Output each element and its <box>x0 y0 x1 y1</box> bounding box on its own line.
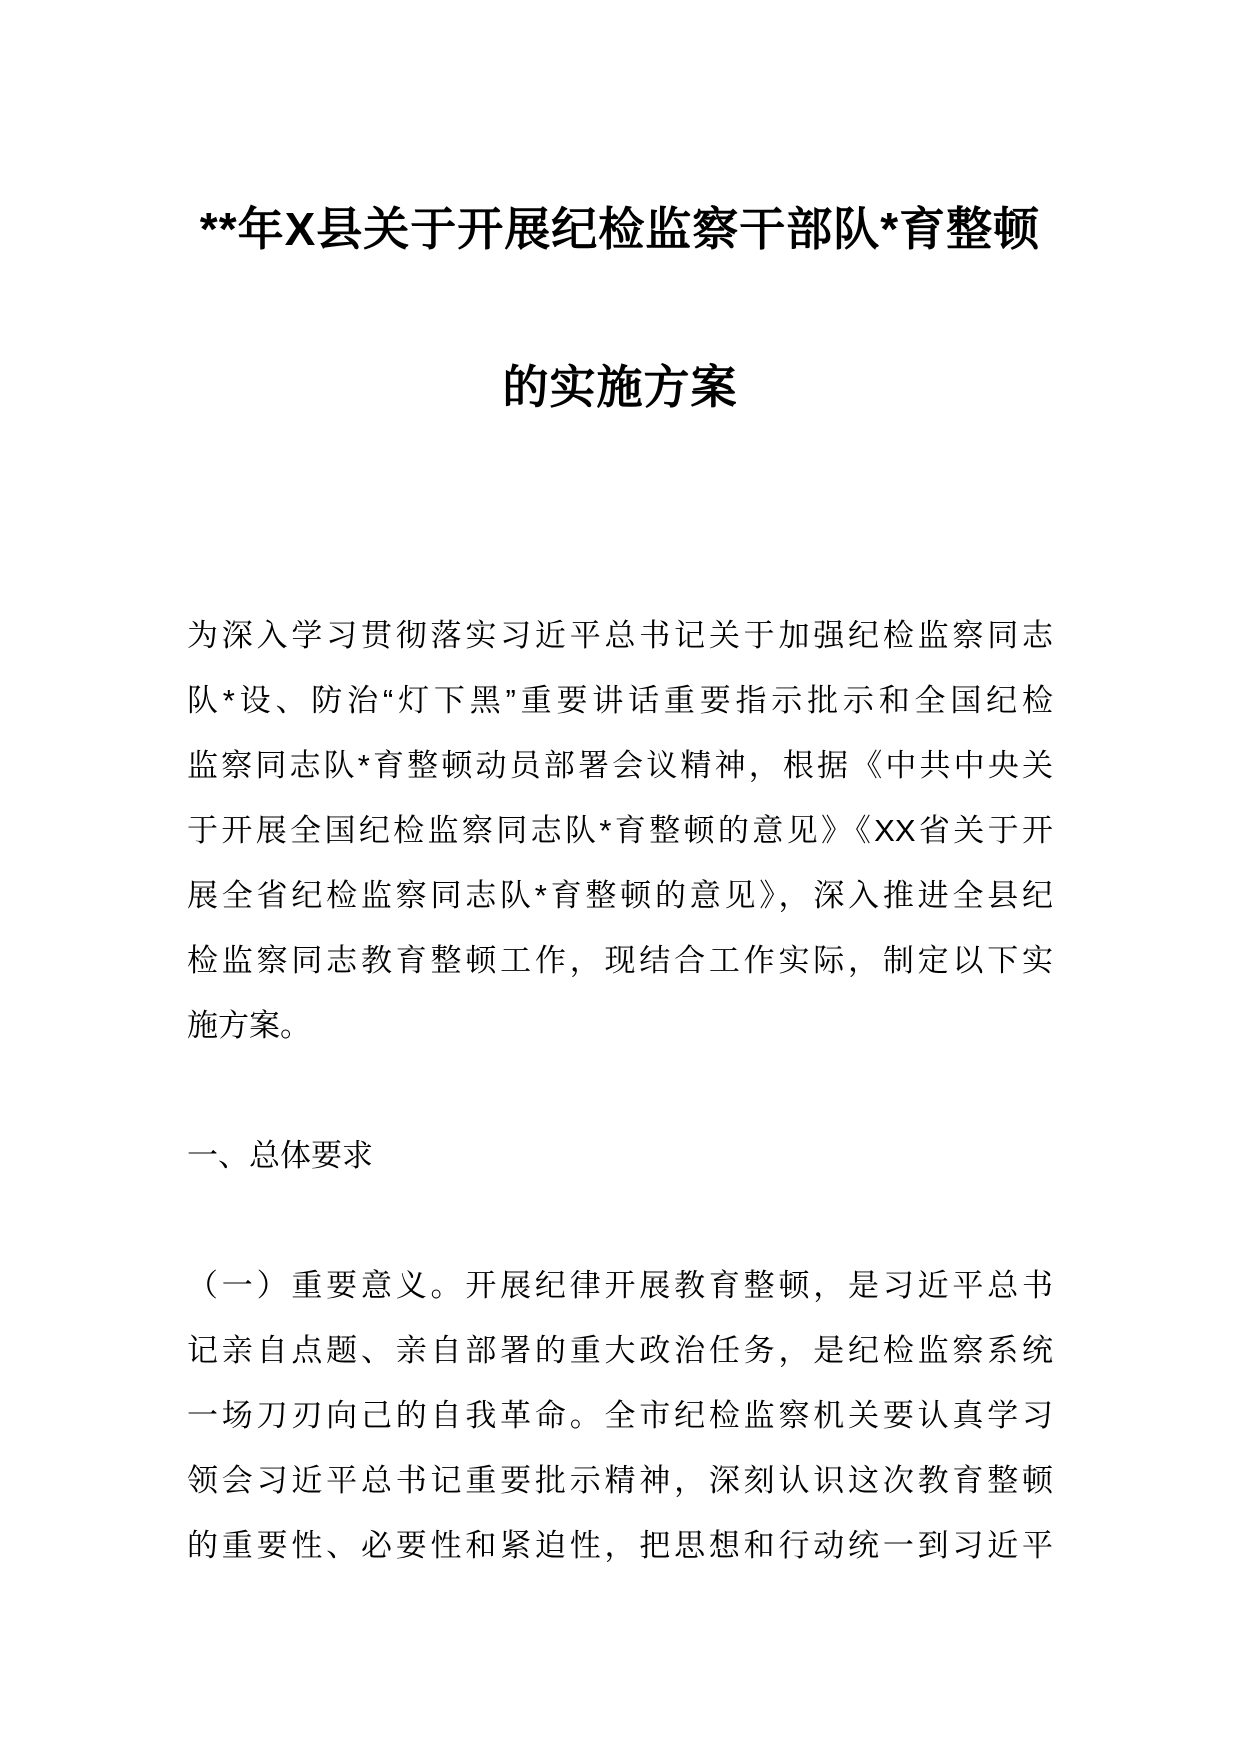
text-line: 一场刀刃向己的自我革命。全市纪检监察机关要认真学习 <box>187 1398 1053 1433</box>
text-line: 记亲自点题、亲自部署的重大政治任务，是纪检监察系统 <box>187 1333 1053 1368</box>
document-title <box>0 0 1240 427</box>
heading-line: 一、总体要求 <box>187 1138 373 1173</box>
text-line: 领会习近平总书记重要批示精神，深刻认识这次教育整顿 <box>187 1463 1053 1498</box>
text-line: 的重要性、必要性和紧迫性，把思想和行动统一到习近平 <box>187 1528 1053 1563</box>
paragraph-important-significance <box>187 1253 1053 1578</box>
text-line: 于开展全国纪检监察同志队*育整顿的意见》《XX省关于开 <box>187 813 1053 848</box>
section-heading-overall-requirements <box>187 1123 1053 1188</box>
title-line-1: **年X县关于开展纪检监察干部队*育整顿 <box>199 203 1041 255</box>
text-line: 队*设、防治“灯下黑”重要讲话重要指示批示和全国纪检 <box>187 683 1053 718</box>
text-line: 为深入学习贯彻落实习近平总书记关于加强纪检监察同志 <box>187 618 1053 653</box>
text-line: 展全省纪检监察同志队*育整顿的意见》，深入推进全县纪 <box>187 878 1053 913</box>
text-line: 监察同志队*育整顿动员部署会议精神，根据《中共中央关 <box>187 748 1053 783</box>
text-line: 检监察同志教育整顿工作，现结合工作实际，制定以下实 <box>187 943 1053 978</box>
title-line-2: 的实施方案 <box>502 361 738 413</box>
paragraph-intro <box>187 603 1053 1058</box>
document-body <box>187 603 1053 1578</box>
text-line: 施方案。 <box>187 1008 311 1043</box>
text-line: （一）重要意义。开展纪律开展教育整顿，是习近平总书 <box>187 1268 1053 1303</box>
